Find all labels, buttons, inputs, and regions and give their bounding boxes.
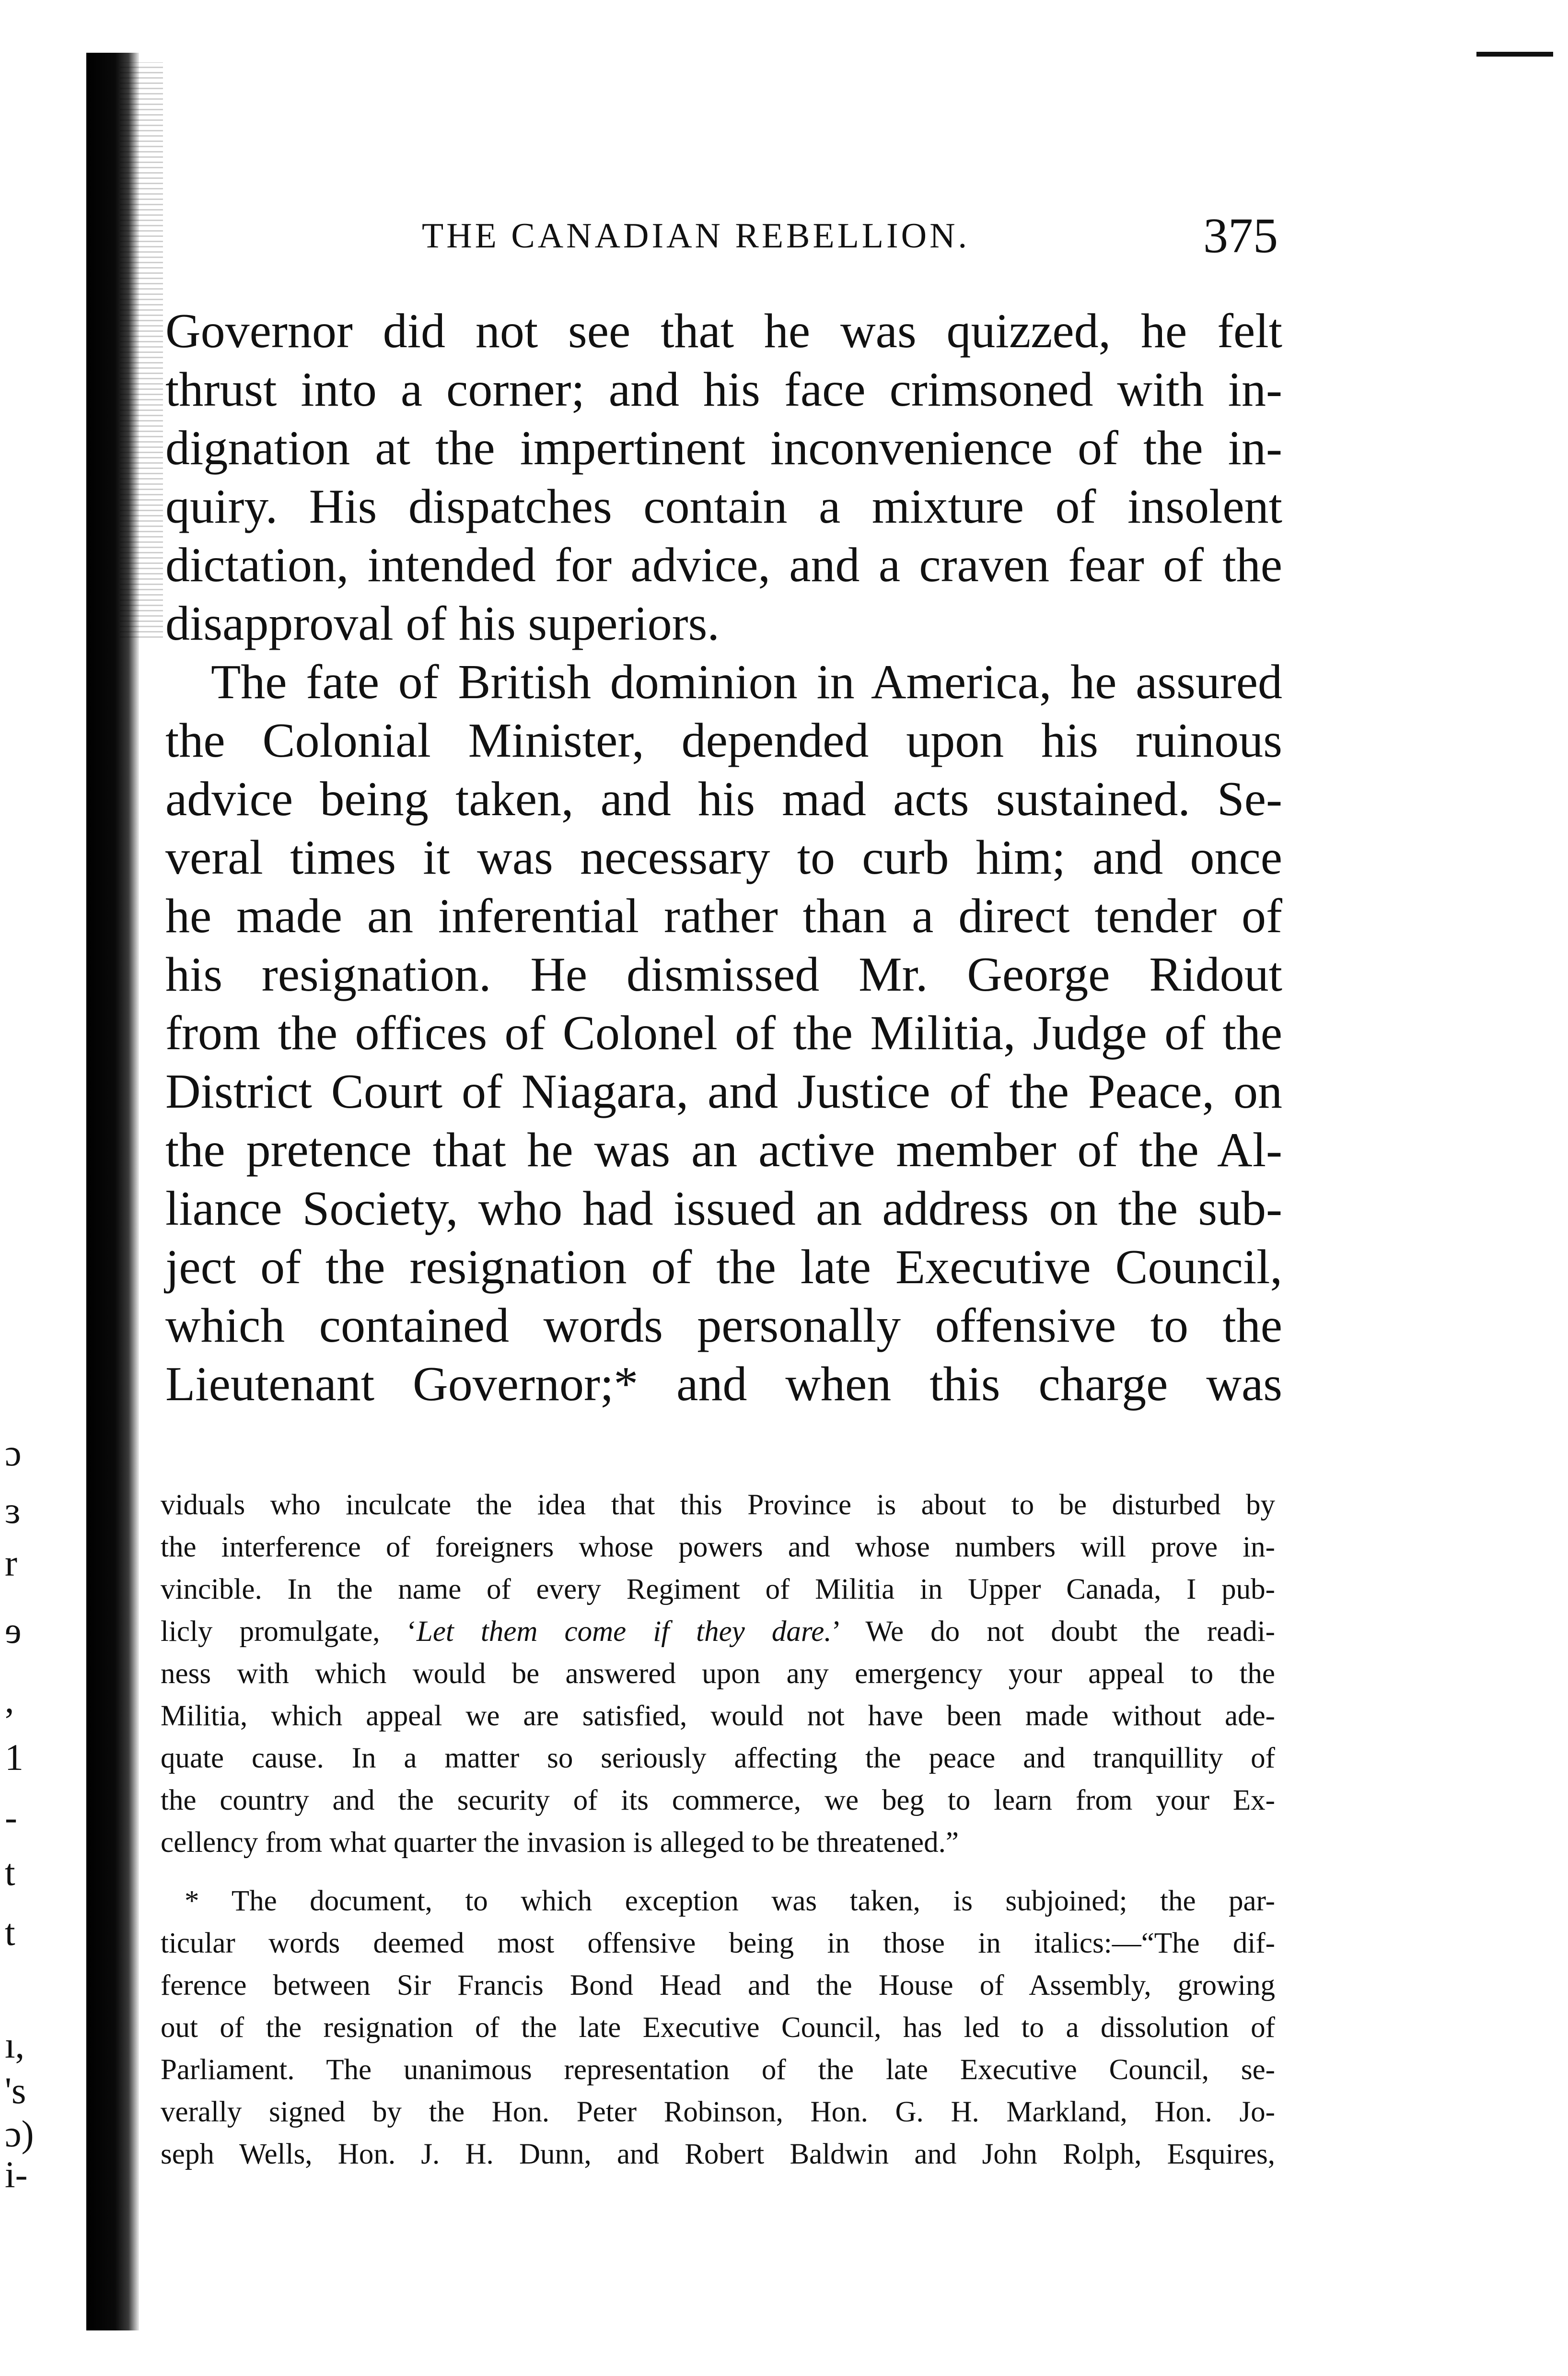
footnote-line: cellency from what quarter the invasion is alleged to be threatened.”	[161, 1826, 959, 1859]
footnote-line: the country and the security of its commerce, we beg to learn from your Ex-	[161, 1784, 1275, 1816]
margin-fragment: ɔ	[5, 1432, 22, 1474]
body-line: dignation at the impertinent inconvenience of the in-	[165, 421, 1282, 475]
body-line: quiry. His dispatches contain a mixture of insolent	[165, 480, 1282, 534]
close-quote: ’	[831, 1615, 839, 1648]
footnote-text: We do not doubt the readi-	[839, 1615, 1275, 1648]
footnote-line: ference between Sir Francis Bond Head and the House of Assembly, growing	[161, 1969, 1275, 2001]
body-line: dictation, intended for advice, and a craven fear of the	[165, 538, 1282, 592]
body-line: Governor did not see that he was quizzed, he felt	[165, 304, 1282, 358]
footnote-line: ness with which would be answered upon any emergency your appeal to the	[161, 1658, 1275, 1690]
footnote-line: Parliament. The unanimous representation of the late Executive Council, se-	[161, 2054, 1275, 2086]
footnote-line: verally signed by the Hon. Peter Robinson, Hon. G. H. Markland, Hon. Jo-	[161, 2096, 1275, 2128]
page-number: 375	[1203, 208, 1278, 263]
margin-fragment: t	[5, 1851, 15, 1893]
margin-fragment: r	[5, 1542, 17, 1584]
margin-fragment: 's	[5, 2070, 26, 2111]
body-line: District Court of Niagara, and Justice of the Peace, on	[165, 1065, 1282, 1119]
margin-fragment: ı,	[5, 2024, 25, 2066]
footnote-line	[161, 1611, 1275, 1653]
footnote-line: the interference of foreigners whose powers and whose numbers will prove in-	[161, 1531, 1275, 1563]
footnotes	[161, 1484, 1275, 2176]
margin-fragment: ɔ)	[5, 2113, 34, 2154]
body-line: ject of the resignation of the late Executive Council,	[165, 1240, 1282, 1294]
margin-fragment: 1	[5, 1736, 23, 1778]
body-line: disapproval of his superiors.	[165, 597, 720, 651]
body-line: advice being taken, and his mad acts sustained. Se-	[165, 772, 1282, 826]
body-line: Lieutenant Governor;* and when this charge was	[165, 1357, 1282, 1411]
body-line: the Colonial Minister, depended upon his ruinous	[165, 714, 1282, 768]
margin-fragment: ɘ	[5, 1609, 22, 1651]
running-head: THE CANADIAN REBELLION.	[422, 216, 970, 256]
body-line: thrust into a corner; and his face crimsoned with in-	[165, 363, 1282, 417]
footnote-line: out of the resignation of the late Executive Council, has led to a dissolution of	[161, 2012, 1275, 2044]
body-line: The fate of British dominion in America, he assured	[211, 655, 1282, 709]
margin-fragment: -	[5, 1796, 17, 1838]
footnote-line: Militia, which appeal we are satisfied, would not have been made without ade-	[161, 1700, 1275, 1732]
adjacent-page-fragments	[0, 0, 58, 2376]
body-line: from the offices of Colonel of the Militia, Judge of the	[165, 1006, 1282, 1060]
body-line: veral times it was necessary to curb him; and once	[165, 831, 1282, 885]
open-quote: ‘	[407, 1615, 417, 1648]
footnote-line: * The document, to which exception was taken, is subjoined; the par-	[185, 1885, 1275, 1917]
footnote-line: ticular words deemed most offensive being in those in italics:—“The dif-	[161, 1927, 1275, 1959]
footnote-text: licly promulgate,	[161, 1615, 407, 1648]
margin-fragment: t	[5, 1911, 15, 1953]
body-line: liance Society, who had issued an address on the sub-	[165, 1182, 1282, 1236]
body-line: he made an inferential rather than a direct tender of	[165, 889, 1282, 943]
margin-fragment: i-	[5, 2154, 28, 2195]
body-line: which contained words personally offensive to the	[165, 1299, 1282, 1353]
margin-fragment: ɜ	[5, 1489, 21, 1531]
body-line: the pretence that he was an active member of the Al-	[165, 1123, 1282, 1177]
italic-quote: Let them come if they dare.	[416, 1615, 832, 1648]
footnote-line: viduals who inculcate the idea that this Province is about to be disturbed by	[161, 1489, 1275, 1521]
footnote-line: quate cause. In a matter so seriously affecting the peace and tranquillity of	[161, 1742, 1275, 1774]
margin-fragment: ,	[5, 1679, 14, 1721]
body-text	[165, 302, 1282, 1414]
footnote-line: vincible. In the name of every Regiment of Militia in Upper Canada, I pub-	[161, 1573, 1275, 1605]
scan-edge-mark	[1476, 52, 1553, 57]
binding-speckle	[120, 62, 163, 638]
footnote-line: seph Wells, Hon. J. H. Dunn, and Robert Baldwin and John Rolph, Esquires,	[161, 2138, 1275, 2170]
body-line: his resignation. He dismissed Mr. George Ridout	[165, 948, 1282, 1002]
